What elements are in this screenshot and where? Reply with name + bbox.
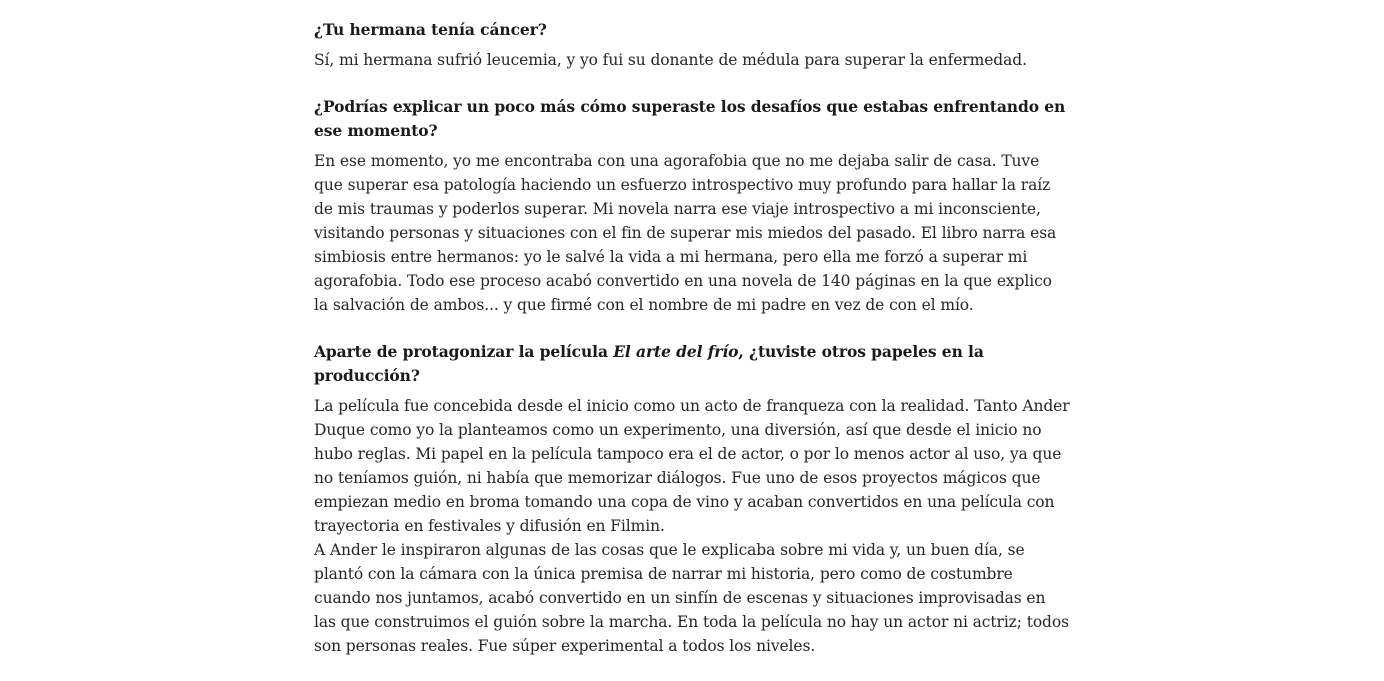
- question-3: [314, 340, 1070, 388]
- answer-2-paragraph-1: En ese momento, yo me encontraba con una agorafobia que no me dejaba salir de casa. Tuve que superar esa patología haciendo un esfuerzo introspectivo muy profundo para hallar la raíz de mis traumas y poderlos superar. Mi novela narra ese viaje introspectivo a mi inconsciente, visitando personas y situaciones con el fin de superar mis miedos del pasado. El libro narra esa simbiosis entre hermanos: yo le salvé la vida a mi hermana, pero ella me forzó a superar mi agorafobia. Todo ese proceso acabó convertido en una novela de 140 páginas en la que explico la salvación de ambos... y que firmé con el nombre de mi padre en vez de con el mío.: [314, 152, 1057, 314]
- film-title: El arte del frío: [613, 342, 739, 361]
- answer-3-paragraph-2: A Ander le inspiraron algunas de las cosas que le explicaba sobre mi vida y, un buen día, se plantó con la cámara con la única premisa de narrar mi historia, pero como de costumbre cuando nos juntamos, acabó convertido en un sinfín de escenas y situaciones improvisadas en las que construimos el guión sobre la marcha. En toda la película no hay un actor ni actriz; todos son personas reales. Fue súper experimental a todos los niveles.: [314, 541, 1069, 655]
- answer-3-paragraph-1: La película fue concebida desde el inicio como un acto de franqueza con la realidad. Tanto Ander Duque como yo la planteamos como un experimento, una diversión, así que desde el inicio no hubo reglas. Mi papel en la película tampoco era el de actor, o por lo menos actor al uso, ya que no teníamos guión, ni había que memorizar diálogos. Fue uno de esos proyectos mágicos que empiezan medio en broma tomando una copa de vino y acaban convertidos en una película con trayectoria en festivales y difusión en Filmin.: [314, 397, 1070, 535]
- qa-block-3: [314, 340, 1070, 658]
- answer-1-paragraph-1: Sí, mi hermana sufrió leucemia, y yo fui su donante de médula para superar la enfermedad.: [314, 51, 1027, 69]
- question-3-after: , ¿tuviste otros papeles en la producción?: [314, 342, 984, 385]
- article-body: [314, 18, 1070, 681]
- question-2: ¿Podrías explicar un poco más cómo superaste los desafíos que estabas enfrentando en ese momento?: [314, 97, 1066, 140]
- qa-block-1: [314, 18, 1070, 72]
- question-1: ¿Tu hermana tenía cáncer?: [314, 20, 547, 39]
- question-3-before: Aparte de protagonizar la película: [314, 342, 614, 361]
- qa-block-2: [314, 95, 1070, 317]
